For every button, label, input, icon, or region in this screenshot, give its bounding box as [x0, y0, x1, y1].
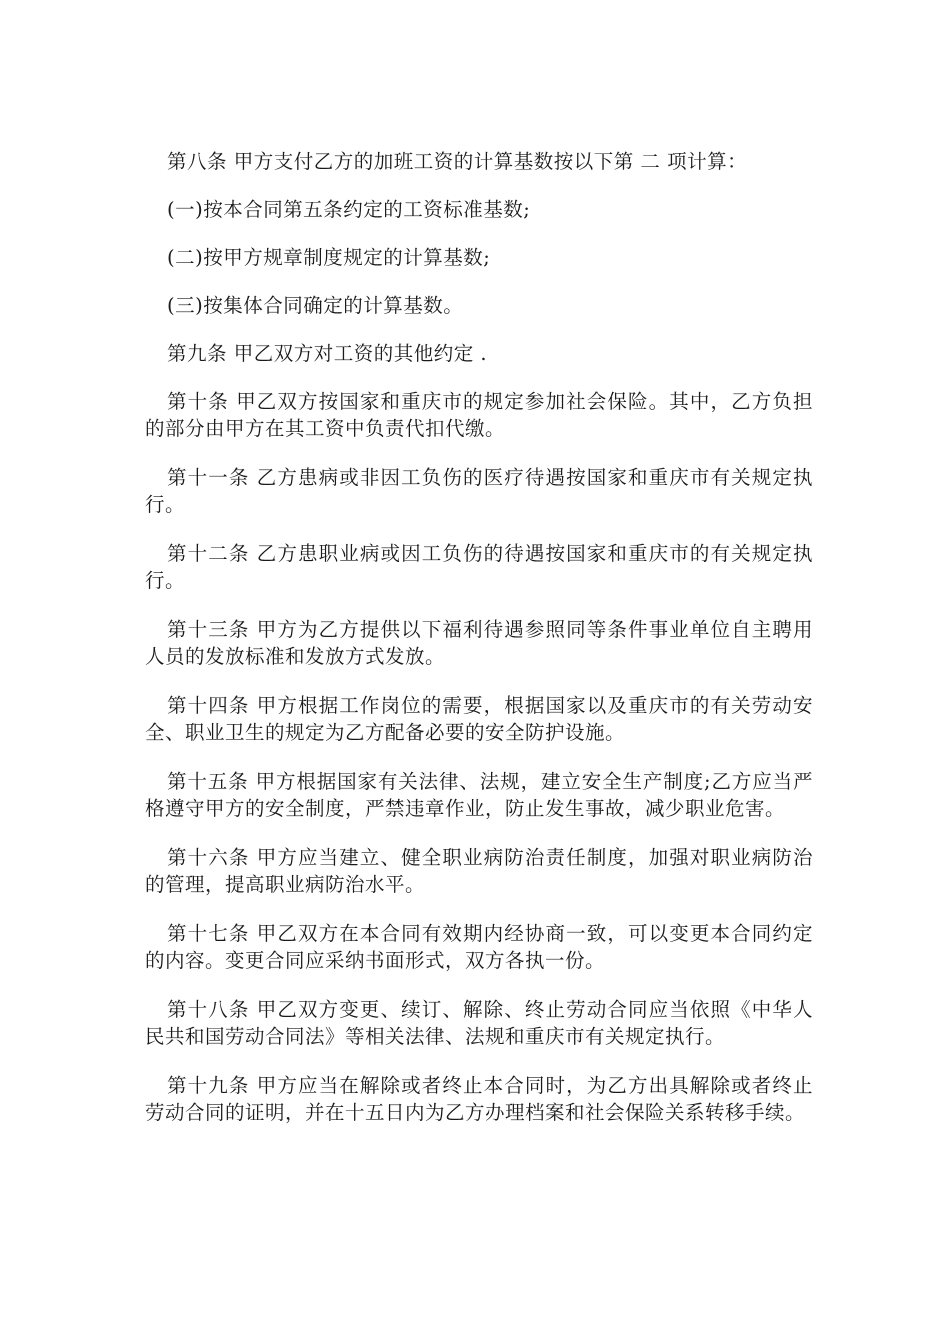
article-8-item-3: (三)按集体合同确定的计算基数。 — [167, 294, 464, 317]
article-15: 第十五条 甲方根据国家有关法律、法规，建立安全生产制度;乙方应当严格遵守甲方的安全制度，严禁违章作业，防止发生事故，减少职业危害。 — [145, 770, 813, 820]
article-10: 第十条 甲乙双方按国家和重庆市的规定参加社会保险。其中，乙方负担的部分由甲方在其工资中负责代扣代缴。 — [145, 390, 813, 440]
article-14: 第十四条 甲方根据工作岗位的需要，根据国家以及重庆市的有关劳动安全、职业卫生的规定为乙方配备必要的安全防护设施。 — [145, 694, 813, 744]
article-12: 第十二条 乙方患职业病或因工负伤的待遇按国家和重庆市的有关规定执行。 — [145, 542, 813, 592]
article-13: 第十三条 甲方为乙方提供以下福利待遇参照同等条件事业单位自主聘用人员的发放标准和发放方式发放。 — [145, 618, 813, 668]
article-16: 第十六条 甲方应当建立、健全职业病防治责任制度，加强对职业病防治的管理，提高职业病防治水平。 — [145, 846, 813, 896]
article-8: 第八条 甲方支付乙方的加班工资的计算基数按以下第 二 项计算： — [167, 150, 748, 173]
article-18: 第十八条 甲乙双方变更、续订、解除、终止劳动合同应当依照《中华人民共和国劳动合同法》等相关法律、法规和重庆市有关规定执行。 — [145, 998, 813, 1048]
article-19: 第十九条 甲方应当在解除或者终止本合同时，为乙方出具解除或者终止劳动合同的证明，并在十五日内为乙方办理档案和社会保险关系转移手续。 — [145, 1074, 813, 1124]
document-body — [145, 148, 813, 1148]
article-9: 第九条 甲乙双方对工资的其他约定 . — [167, 342, 488, 365]
article-8-item-1: (一)按本合同第五条约定的工资标准基数; — [167, 198, 531, 221]
article-8-item-2: (二)按甲方规章制度规定的计算基数; — [167, 246, 491, 269]
article-17: 第十七条 甲乙双方在本合同有效期内经协商一致，可以变更本合同约定的内容。变更合同应采纳书面形式，双方各执一份。 — [145, 922, 813, 972]
article-11: 第十一条 乙方患病或非因工负伤的医疗待遇按国家和重庆市有关规定执行。 — [145, 466, 813, 516]
